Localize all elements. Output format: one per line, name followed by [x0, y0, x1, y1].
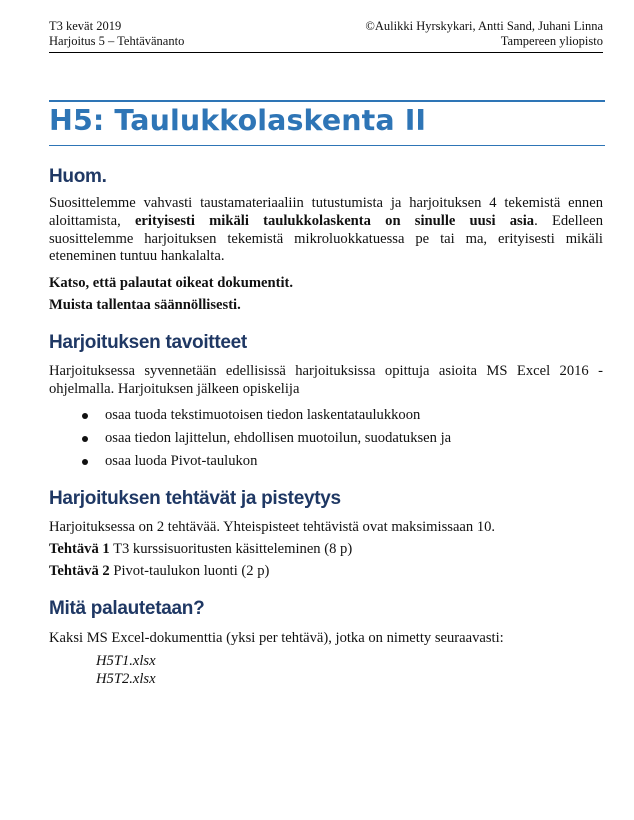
heading-tasks: Harjoituksen tehtävät ja pisteytys — [49, 488, 341, 509]
file-list — [96, 652, 156, 688]
goals-list — [82, 404, 451, 473]
heading-deliverables: Mitä palautetaan? — [49, 598, 205, 619]
exercise-label: Harjoitus 5 – Tehtävänanto — [49, 34, 185, 48]
task-1-text: T3 kurssisuoritusten käsitteleminen (8 p) — [109, 541, 353, 557]
deliverables-intro: Kaksi MS Excel-dokumenttia (yksi per tehtävä), jotka on nimetty seuraavasti: — [49, 630, 504, 646]
page-header — [49, 19, 603, 53]
heading-goals: Harjoituksen tavoitteet — [49, 332, 247, 353]
list-item — [82, 404, 451, 427]
huom-text-part2: . Edelleen suosittelemme harjoituksen tekemistä mikroluokkatuessa pe tai ma, erityisesti mikäli eteneminen tuntuu hankalalta. — [49, 212, 603, 265]
authors: ©Aulikki Hyrskykari, Antti Sand, Juhani Linna — [365, 19, 603, 33]
list-item-text: osaa tuoda tekstimuotoisen tiedon laskentataulukkoon — [105, 407, 421, 423]
task-2-line — [49, 563, 603, 581]
list-item — [82, 427, 451, 450]
goals-intro: Harjoituksessa syvennetään edellisissä harjoituksissa opittuja asioita MS Excel 2016 - ohjelmalla. Harjoituksen jälkeen opiskelija — [49, 363, 603, 397]
file-name: H5T1.xlsx — [96, 653, 156, 669]
list-item-text: osaa tiedon lajittelun, ehdollisen muotoilun, suodatuksen ja — [105, 430, 452, 446]
list-item — [82, 450, 451, 473]
list-item-text: osaa luoda Pivot-taulukon — [105, 453, 258, 469]
header-right — [365, 19, 603, 49]
note-correct-documents-text: Katso, että palautat oikeat dokumentit. — [49, 275, 294, 291]
bullet-icon — [82, 459, 88, 465]
huom-text-part1: Suosittelemme vahvasti taustamateriaaliin tutustumista ja harjoituksen 4 tekemistä ennen aloittamista, — [49, 195, 603, 229]
note-save-regularly-text: Muista tallentaa säännöllisesti. — [49, 297, 241, 313]
huom-paragraph — [49, 195, 603, 266]
heading-huom: Huom. — [49, 166, 107, 187]
task-1-label: Tehtävä 1 — [49, 541, 110, 557]
university: Tampereen yliopisto — [500, 34, 603, 48]
title-bottom-rule — [49, 145, 605, 146]
note-save-regularly — [49, 297, 603, 315]
task-1-line — [49, 541, 603, 559]
bullet-icon — [82, 413, 88, 419]
file-name: H5T2.xlsx — [96, 671, 156, 687]
tasks-intro: Harjoituksessa on 2 tehtävää. Yhteispisteet tehtävistä ovat maksimissaan 10. — [49, 519, 496, 535]
huom-text-emphasis: erityisesti mikäli taulukkolaskenta on sinulle uusi asia — [134, 212, 535, 229]
note-correct-documents — [49, 275, 603, 293]
bullet-icon — [82, 436, 88, 442]
task-2-label: Tehtävä 2 — [49, 563, 110, 579]
header-left — [49, 19, 184, 49]
page-title: H5: Taulukkolaskenta II — [49, 104, 427, 137]
task-2-text: Pivot-taulukon luonti (2 p) — [109, 563, 270, 579]
course-term: T3 kevät 2019 — [49, 19, 122, 33]
title-top-rule — [49, 100, 605, 102]
